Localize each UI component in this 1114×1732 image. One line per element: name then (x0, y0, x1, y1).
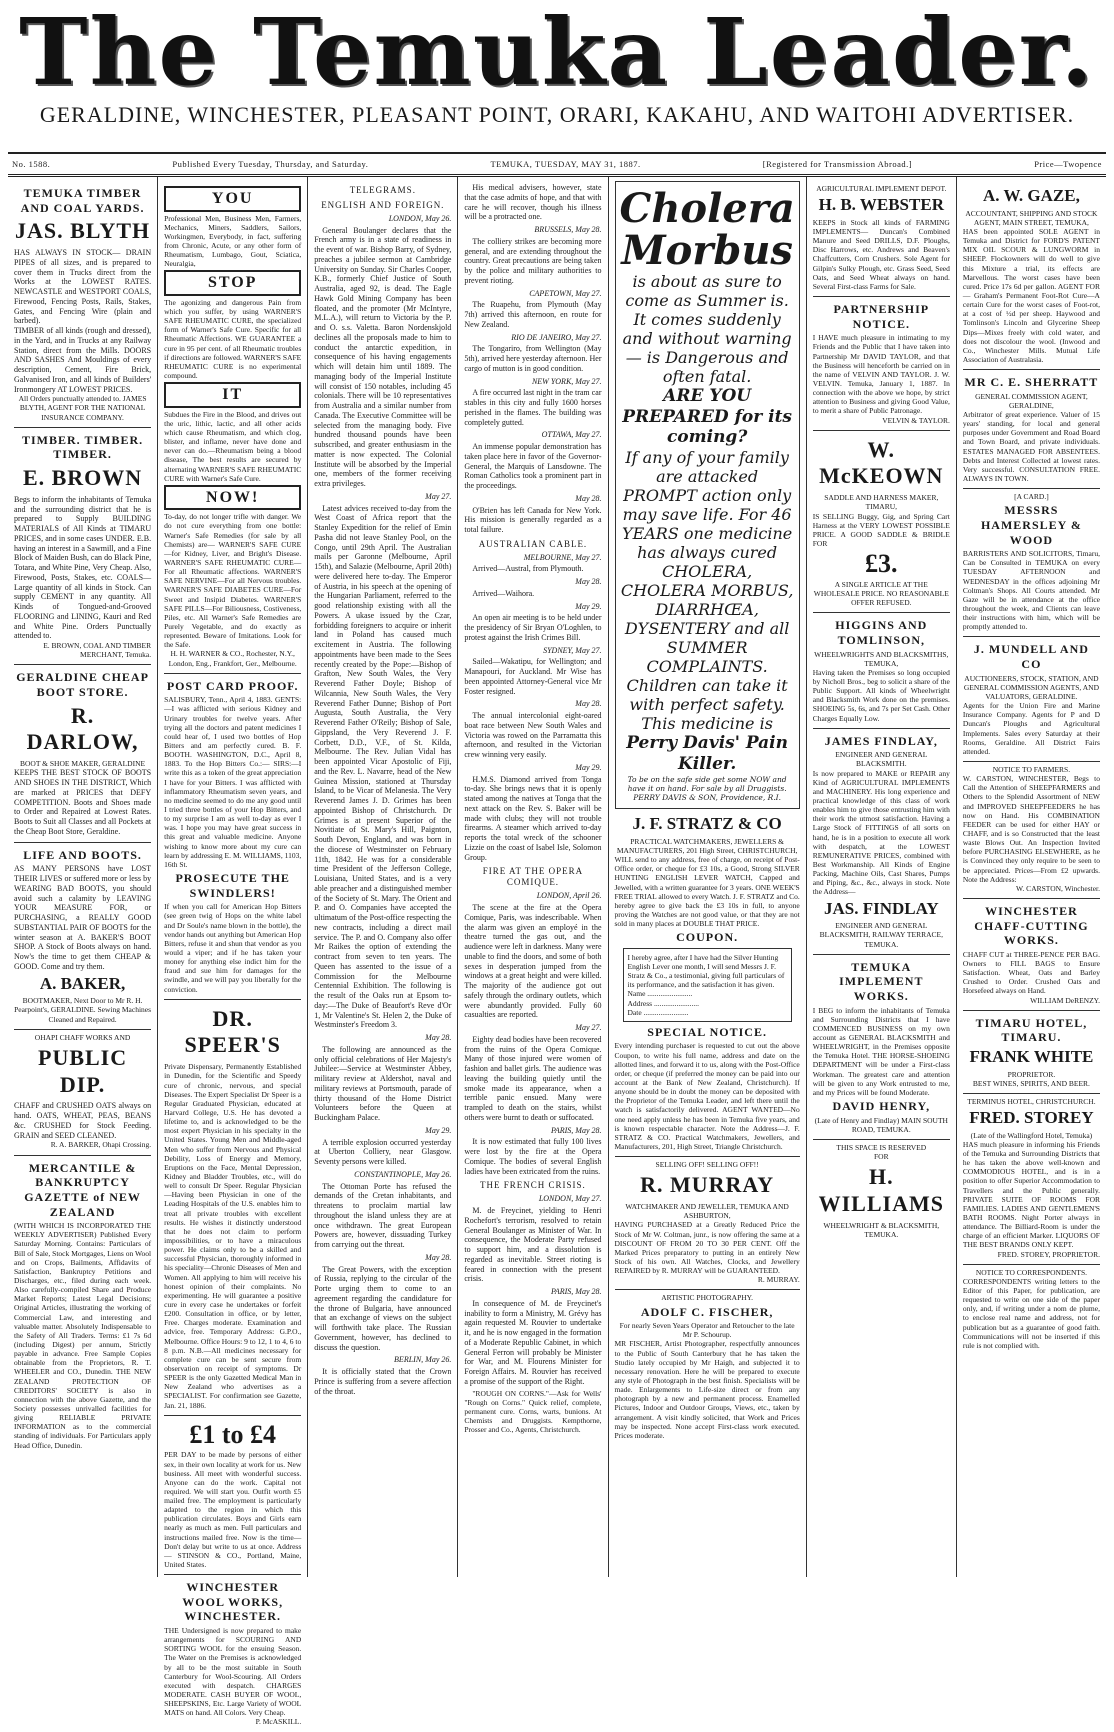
speer-body: Private Dispensary, Permanently Established in Dunedin, for the Scientific and Speedy cure of chronic, nervous, and special Diseases. The Expert Specialist Dr Speer is a Regular Graduated Physician, educated at Harvard College, U.S. He has devoted a lifetime to, and is acknowledged to be the most expert Physician in his specialty in the United States. Young Men and Middle-aged Men who suffer from Nervous and Physical Debility, Loss of Energy and Memory, Eruptions on the Face, Mental Depression, Kidney and Bladder Troubles, etc., will do well to consult Dr Speer. Regular Physician—Having been Physician in one of the Leading Hospitals of the U.S. enables him to treat all private troubles with excellent results. He wishes it distinctly understood that he does not claim to perform impossibilities, or to have a miraculous power. He claims only to be a skilled and successful Physician, thoroughly informed in his speciality—Chronic Diseases of Men and Women. All applying to him will receive his honest opinion of their complaints. No experimenting. He will guarantee a positive cure in every case he undertakes or forfeit £200. Consultation in office, or by letter, Free. Charges moderate. Examination and advice, free. Temporary Address: G.P.O., Melbourne. Office Hours: 9 to 12, 1 to 4, 6 to 8 p.m. N.B.—All medicines necessary for complete cure can be sent secure from observation on receipt of symptoms. Dr SPEER is the only Gazetted Medical Man in New Zealand who advertises as a SPECIALIST. For confirmation see Gazette, Jan. 21, 1886. (164, 1062, 302, 1410)
news-item: Sailed—Wakatipu, for Wellington; and Manapouri, for Auckland. Mr Wise has been appointed Attorney-General vice Mr Foster resigned. (464, 657, 602, 696)
column-3 (308, 177, 458, 1577)
column-4 (458, 177, 608, 1577)
prosecute-body: If when you call for American Hop Bitters (see green twig of Hops on the white label and Dr Soule's name blown in the bottle), the vendor hands out anything but American Hop Bitters, refuse it and shun that vendor as you would a viper; and if he has taken your money for anything else indict him for the fraud and sue him for damages for the swindle, and we will pay you liberally for the conviction. (164, 902, 302, 994)
issue-price: Price—Twopence (1034, 159, 1102, 169)
depot-tag: AGRICULTURAL IMPLEMENT DEPOT. (816, 184, 947, 193)
cholera-line-1: Cholera (619, 185, 795, 232)
mckeown-advert (813, 431, 950, 614)
news-dateline: NEW YORK, May 27. (531, 376, 602, 386)
storey-name: FRED. STOREY (969, 1108, 1094, 1128)
partnership-advert (813, 297, 950, 431)
news-dateline: May 29. (425, 1125, 452, 1135)
stop-body: The agonizing and dangerous Pain from which you suffer, by using WARNER'S SAFE RHEUMATIC CURE, the specialized form of Warner's Safe Cure. Specific for all Rheumatic Affections. WE GUARANTEE a cure in 95 per cent. of all Rheumatic troubles if directions are followed. WARNER'S SAFE RHEUMATIC CURE is no experimental compound. (164, 297, 302, 380)
gaze-name: A. W. GAZE, (983, 186, 1080, 205)
cholera-line-7: To be on the safe side get some NOW and have it on hand. For sale by all Druggists. PERRY DAVIS & SON, Providence, R.I. (627, 774, 787, 802)
gazette-body: (WITH WHICH IS INCORPORATED THE WEEKLY ADVERTISER) Published Every Saturday Morning. Contains: Particulars of Bill of Sale, Stock Mortgages, Liens on Wool and on Crops, Bailments, Affidavits of Satisfaction, Bankruptcy Petitions and Discharges, etc., filed during each week. Also carefully-compiled Share and Produce Market Reports; Latest Legal Decisions; Original Articles, illustrating the working of Commercial Law, and interesting and valuable matter. Absolutely Indispensable to the Safety of All Traders. Terms: £1 7s 6d (including Digest) per annum, Strictly payable in advance. Free Sample Copies obtainable from the Proprietors, R. T. WHEELER and CO., Dunedin. THE NEW ZEALAND PROTECTION OF CREDITORS' SOCIETY is also in connection with the above Gazette, and the Society possesses unrivalled facilities for giving RELIABLE PRIVATE INFORMATION as to the commercial standing of individuals. For Particulars apply Head Office, Dunedin. (14, 1221, 152, 1450)
news-item: The scene at the fire at the Opera Comique, Paris, was indescribable. When the alarm was given an employé in the theatre turned the gas out, and the audience were left in darkness. Many were unable to find the doors, and some of both sexes in desperation jumped from the windows at a great height and were killed. The majority of the audience got out safely through the ordinary outlets, which were abundantly provided. Fully 60 casualties are reported. (464, 903, 602, 1020)
murray-footer: R. MURRAY. (757, 1275, 800, 1285)
column-2 (158, 177, 308, 1727)
news-item: The annual intercolonial eight-oared boat race between New South Wales and Victoria was rowed on the Parramatta this afternoon, and resulted in the Victorian crew winning very easily. (464, 711, 602, 760)
timaru-hotel-advert (963, 1011, 1100, 1094)
blyth-footer: All Orders punctually attended to. JAMES BLYTH, AGENT FOR THE NATIONAL INSURANCE COMPANY. (18, 394, 147, 422)
it-body: Subdues the Fire in the Blood, and drives out the uric, lithic, lactic, and all other acids which cause Rheumatism, and which clog, blister, and inflame, never have done and never can do.—Rheumatism being a blood disease, The best results are secured by alternating WARNER'S SAFE RHEUMATIC CURE with Warner's Safe Cure. (164, 409, 302, 483)
news-dateline: BRUSSELS, May 28. (534, 225, 602, 234)
dip-footer: R. A. BARKER, Ohapi Crossing. (50, 1140, 152, 1150)
publication-schedule: Published Every Tuesday, Thursday, and Saturday. (172, 159, 369, 169)
blyth-heading: TEMUKA TIMBER AND COAL YARDS. (20, 186, 145, 215)
news-item: The colliery strikes are becoming more general, and are extending throughout the country. Great precautions are being taken by the police and military authorities to prevent rioting. (464, 236, 602, 285)
you-heading: YOU (164, 186, 301, 212)
news-item: A terrible explosion occurred yesterday at Uberton Colliery, near Glasgow. Seventy persons were killed. (314, 1137, 452, 1167)
storey-role: (Late of the Wallingford Hotel, Temuka) (970, 1130, 1093, 1140)
news-dateline: BERLIN, May 26. (394, 1355, 452, 1365)
murray-name: R. MURRAY (640, 1172, 775, 1198)
murray-body: HAVING PURCHASED at a Greatly Reduced Price the Stock of Mr W. Coltman, junr., is now offering the same at a DISCOUNT OF FROM 20 TO 30 PER CENT. Off the Marked Prices preparatory to putting in an entirely New Stock of his own. All Watches, Clocks, and Jewellery REPAIRED by R. MURRAY will be GUARANTEED. (614, 1220, 800, 1276)
carston-footer: W. CARSTON, Winchester. (1016, 883, 1100, 893)
now-heading: NOW! (164, 485, 301, 511)
crisis-heading: THE FRENCH CRISIS. (480, 1180, 586, 1191)
special-body: Every intending purchaser is requested to cut out the above Coupon, to write his full name, address and date on the allotted lines, and forward it to us, along with the Post-Office order, or cheque (if preferred the money can be paid into our account at the Bank of New Zealand, Christchurch). If anyone should be in doubt the money can be deposited with the Proprietor of the Temuka Leader, and left there until the watch is satisfactorily delivered. AGENT WANTED—No one need apply unless he has been in Temuka five years, and is known respectable character. Note the Address—J. F. STRATZ & CO. Practical Watchmakers, Jewellers, and Manufacturers, 201, High Street, Triangle Christchurch. (614, 1041, 800, 1152)
storey-footer: FRED. STOREY, PROPRIETOR. (997, 1249, 1100, 1259)
it-heading: IT (164, 382, 301, 408)
baker-body: AS MANY PERSONS have LOST THEIR LIVES or suffered more or less by WEARING BAD BOOTS, you should avoid such a calamity by LEAVING YOUR MEASURE FOR, or PURCHASING, a REALLY GOOD SUBSTANTIAL PAIR OF BOOTS for the winter season at A. BAKER'S BOOT SHOP. A Stock of Boots always on hand. Now's the time to get them CHEAP & GOOD. Come and try them. (14, 864, 152, 971)
darlow-body: KEEPS THE BEST STOCK OF BOOTS AND SHOES IN THE DISTRICT, Which are marked at PRICES that DEFY COMPETITION. Boots and Shoes made to Order and Repaired at Lowest Rates. Boots to Suit all Classes and all Pockets at the Cheap Boot Store, Geraldine. (14, 768, 152, 836)
findlay-footer: ENGINEER AND GENERAL BLACKSMITH, RAILWAY TERRACE, TEMUKA. (819, 921, 943, 949)
stinson-advert (164, 1416, 301, 1576)
carston-advert (963, 762, 1100, 899)
cholera-line-4: ARE YOU PREPARED for its coming? (622, 386, 792, 448)
temuka-heading: TEMUKA IMPLEMENT WORKS. (839, 959, 924, 1003)
chaff-footer: WILLIAM DeRENZY. (1030, 995, 1100, 1005)
chaff-advert (963, 899, 1100, 1011)
mundell-role: AUCTIONEERS, STOCK, STATION, AND GENERAL COMMISSION AGENTS, AND VALUATORS, GERALDINE. (963, 673, 1099, 701)
column-6 (807, 177, 957, 1577)
darlow-advert (14, 665, 151, 842)
cholera-line-6: Perry Davis' Pain Killer. (626, 733, 789, 774)
hop-bitters-advert (164, 674, 301, 1000)
column-5 (609, 177, 807, 1577)
news-dateline: May 28. (425, 1252, 452, 1262)
news-dateline: May 29. (575, 601, 602, 611)
baker-name: A. BAKER, (39, 973, 126, 993)
findlay-name: JAS. FINDLAY (823, 898, 939, 918)
columns (8, 177, 1106, 1727)
williams-name: H. WILLIAMS (818, 1164, 944, 1216)
sherratt-role: GENERAL COMMISSION AGENT, GERALDINE, (975, 391, 1088, 410)
coupon-address-line[interactable]: Address ........................ (627, 998, 699, 1008)
cable-heading: AUSTRALIAN CABLE. (478, 538, 588, 549)
findlay-advert (813, 729, 950, 955)
cholera-line-3: is about as sure to come as Summer is. It comes suddenly and without warning — is Dangerous and often fatal. (622, 272, 792, 386)
reserved-for: FOR (874, 1152, 889, 1162)
coupon-name-line[interactable]: Name ........................ (627, 989, 693, 999)
higgins-body: Having taken the Premises so long occupied by Nicholl Bros., beg to solicit a share of the Public Support. All kinds of Wheelwright and Blacksmith Work done on the premises. SHOEING 5s, 6s, and 7s per Set Cash. Other Charges Equally Low. (812, 667, 950, 723)
news-item: The Ruapehu, from Plymouth (May 7th) arrived this afternoon, en route for New Zealand. (464, 300, 602, 329)
wool-heading: WINCHESTER WOOL WORKS, WINCHESTER. (182, 1580, 284, 1624)
wool-works-advert (164, 1575, 301, 1731)
gaze-body: HAS been appointed SOLE AGENT in Temuka and District for FORD'S PATENT MIX OIL SCOUR & LUNGWORM in SHEEP. Flockowners will do well to give this Mixture a trial, its effects are Marvellous. The worst cases have been cured. Price 17s 6d per gallon. AGENT FOR— Graham's Permanent Foot-Rot Cure—A certain Cure for the worst cases of Foot-rot, at a cost of ½d per sheep. Haywood and Tomlinson's Lincoln and Glycerine Sheep Dips—Mixes freely with cold water, and does not discolour the wool. (Inwood and Co., Winchester Mills. Mutual Life Association of Australasia. (962, 227, 1100, 364)
news-item: It is officially stated that the Crown Prince is suffering from a severe affection of the throat. (314, 1367, 452, 1396)
findlay-role: ENGINEER AND GENERAL BLACKSMITH. (835, 750, 928, 769)
column-1 (8, 177, 158, 1577)
murray-role: WATCHMAKER AND JEWELLER, TEMUKA AND ASHBURTON, (625, 1202, 789, 1221)
stratz-role: PRACTICAL WATCHMAKERS, JEWELLERS & MANUFACTURERS, 201 High Street, CHRISTCHURCH, (616, 836, 798, 855)
telegrams-continued (464, 183, 601, 535)
williams-advert (813, 1140, 950, 1244)
news-item: The Great Powers, with the exception of Russia, replying to the circular of the Porte urging them to come to an agreement regarding the candidature for the throne of Bulgaria, have announced that an exchange of views on the subject will forthwith take place. The Russian Government, however, has declined to discuss the question. (314, 1264, 452, 1352)
news-item: General Boulanger declares that the French army is in a state of readiness in the event of war. Bishop Barry, of Sydney, preaches a jubilee sermon at Cambridge University on Sunday. Sir Charles Cooper, K.B., formerly Chief Justice of South Australia, aged 92, is dead. The Eagle Hawk Gold Mining Company has been floated, and the promoter (Mr McIntyre, M.L.A.), will return to Victoria by the P. and O. s.s. Valetta. Baron Nordenskjold declines all the proposals made to him to conduct the antarctic expedition, in consequence of his having engagements which will detain him until 1889. The managing body of the Imperial Institute will consist of 150 notables, including 45 colonials. There will be 10 representatives from Australia and a similar number from Canada. The Executive Committee will be selected from the managing body. Five hundred thousand pounds have been subscribed, and greater enthusiasm in the matter is now expected. The Colonial Institute will be absorbed by the Imperial one, members of the former receiving extra privileges. (314, 225, 452, 489)
hotel-heading: TIMARU HOTEL, TIMARU. (975, 1015, 1088, 1045)
fischer-advert (615, 1290, 800, 1445)
findlay-tag: JAMES FINDLAY, (824, 733, 938, 748)
coupon-heading: COUPON. (676, 930, 739, 945)
higgins-role: WHEELWRIGHTS AND BLACKSMITHS, TEMUKA, (814, 649, 949, 668)
news-item: In consequence of M. de Freycinet's inability to form a Ministry, M. Grévy has again requested M. Rouvier to undertake it, and he is now engaged in the formation of a Moderate Republic Cabinet, in which General Ferron will probably be Minister for War, and M. Flourens Minister for Foreign Affairs. M. Rouvier has received a promise of the support of the Right. (464, 1298, 602, 1386)
brown-tag: TIMBER. TIMBER. TIMBER. (21, 432, 144, 462)
dateline-bar (8, 152, 1106, 177)
partner-heading: PARTNERSHIP NOTICE. (833, 302, 930, 331)
fischer-tag: ARTISTIC PHOTOGRAPHY. (661, 1293, 754, 1303)
news-dateline: May 28. (575, 699, 602, 709)
stop-heading: STOP (164, 270, 301, 296)
fire-list (464, 891, 601, 1176)
warner-advert (164, 181, 301, 674)
masthead-subtitle: GERALDINE, WINCHESTER, PLEASANT POINT, ORARI, KAKAHU, AND WAITOHI ADVERTISER. (39, 102, 1075, 127)
mckeown-name: W. McKEOWN (819, 436, 944, 489)
darlow-name: R. DARLOW, (26, 702, 139, 755)
partner-body: I HAVE much pleasure in intimating to my Friends and the Public that I have taken into Partnership Mr DAVID TAYLOR, and that the Business will henceforth be carried on in the name of VELVIN AND TAYLOR. J. W. VELVIN. Temuka, January 1, 1887. In connection with the above we hope, by strict attention to Business and giving Good Value, to merit a share of Public Patronage. (812, 333, 950, 416)
news-item: An open air meeting is to be held under the presidency of Sir Bryan O'Loghlen, to protest against the Irish Crimes Bill. (464, 613, 602, 642)
notice-body: CORRESPONDENTS writing letters to the Editor of this Paper, for publication, are requested to write on one side of the paper only, and, if writing under a nom de plume, to enclose real name and address, not for publication but as a guarantee of good faith. Communications will not be inserted if this rule is not complied with. (962, 1276, 1100, 1350)
murray-tag: SELLING OFF! SELLING OFF!! (655, 1160, 759, 1170)
storey-tag: TERMINUS HOTEL, CHRISTCHURCH. (967, 1096, 1096, 1106)
news-item: It is now estimated that fully 100 lives were lost by the fire at the Opera Comique. The bodies of several English ladies have been extricated from the ruins. (464, 1137, 602, 1176)
reserved-heading: THIS SPACE IS RESERVED (836, 1142, 927, 1152)
webster-name: H. B. WEBSTER (818, 195, 944, 215)
registration-note: [Registered for Transmission Abroad.] (762, 159, 913, 169)
mckeown-body-2: A SINGLE ARTICLE AT THE WHOLESALE PRICE. NO REASONABLE OFFER REFUSED. (813, 579, 949, 608)
now-body: To-day, do not longer trifle with danger. We do not cure everything from one bottle: Warner's Safe Remedies (for sale by all Chemists) are— WARNER'S SAFE CURE—for Kidney, Liver, and Bright's Disease. WARNER'S SAFE RHEUMATIC CURE—For all Rheumatic affections. WARNER'S SAFE NERVINE—For all Nervous troubles. WARNER'S SAFE DIABETES CURE—For Sweet and Insipid Diabetes. WARNER'S SAFE PILLS—For Biliousness, Costiveness, Piles, etc. All Warner's Safe Remedies are Purely Vegetable, and do exactly as represented. Beware of Imitations. Look for the Safe. (164, 512, 302, 650)
news-dateline: May 27. (575, 1023, 602, 1033)
masthead-title: The Temuka Leader. (19, 0, 1095, 106)
mckeown-body: IS SELLING Buggy, Gig, and Spring Cart Harness at the VERY LOWEST POSSIBLE PRICE. A GOOD SADDLE & BRIDLE FOR (812, 511, 950, 549)
telegrams-subheading: ENGLISH AND FOREIGN. (321, 199, 445, 210)
baker-advert (14, 843, 151, 1030)
chaff-body: CHAFF CUT at THREE-PENCE PER BAG. Owners to FILL BAGS to Ensure Satisfaction. Wheat, Oats and Barley Crushed to Order. Crushed Oats and Horsefeed always on Hand. (962, 949, 1100, 996)
news-item: His medical advisers, however, state that the case admits of hope, and that with care he will recover, though his illness will be a protracted one. (464, 183, 602, 222)
news-item: Eighty dead bodies have been recovered from the ruins of the Opera Comique. Many of those injured were women of fashion and ballet girls. The audience was leaving the building quietly until the smoke made its appearance, when a terrible panic ensued. Many were trampled to death on the stairs, whilst others were burnt to death or suffocated. (464, 1034, 602, 1122)
news-item: Arrived—Austral, from Plymouth. (472, 564, 584, 574)
stratz-advert (615, 809, 800, 1157)
news-dateline: May 28. (575, 577, 602, 587)
column-7 (957, 177, 1106, 1577)
henry-name: DAVID HENRY, (832, 1098, 931, 1113)
special-heading: SPECIAL NOTICE. (647, 1024, 767, 1039)
news-dateline: MELBOURNE, May 27. (523, 552, 602, 562)
fischer-role: For nearly Seven Years Operator and Retoucher to the late Mr P. Schourup. (619, 1321, 795, 1340)
higgins-name: HIGGINS AND TOMLINSON, (835, 618, 928, 647)
corns-notice: "ROUGH ON CORNS."—Ask for Wells' "Rough on Corns." Quick relief, complete, permanent cure. Corns, warts, bunions. At Chemists and Druggists. Kempthorne, Prosser and Co., Agents, Christchurch. (464, 1388, 602, 1435)
cholera-line-2: Morbus (621, 227, 793, 274)
gaze-advert (963, 181, 1100, 370)
news-dateline: LONDON, April 26. (536, 891, 602, 901)
williams-role: WHEELWRIGHT & BLACKSMITH, TEMUKA. (823, 1220, 940, 1239)
wool-body: THE Undersigned is now prepared to make arrangements for SCOURING AND SORTING WOOL for the ensuing Season. The Water on the Premises is acknowledged by all to be the most suitable in South Canterbury for Wool-Scouring. All Orders executed with despatch. CHARGES MODERATE. CASH BUYER OF WOOL, SHEEPSKINS, Etc. Large Variety of WOOL MATS on hand. All Colors. Very Cheap. (164, 1626, 302, 1718)
webster-body: KEEPS in Stock all kinds of FARMING IMPLEMENTS— Duncan's Combined Manure and Seed DRILLS, D.F. Ploughs, Disc Harrows, etc. Andrews and Beaven's Chaffcutters, Corn Crushers. Sole Agent for Gilpin's Sulky Plough, etc. Grass Seed, Seed Oats, and Seed Wheat always on hand. Several First-class Farms for Sale. (812, 217, 950, 291)
hamersley-body: BARRISTERS AND SOLICITORS, Timaru, Can be Consulted in TEMUKA on every TUESDAY AFTERNOON and WEDNESDAY in the offices adjoining Mr Coltman's Shops. All Courts attended. Mr Gaze will be in attendance at the office throughout the week, and Clients can leave their instructions with him, which will be promptly attended to. (962, 549, 1100, 632)
mundell-name: J. MUNDELL AND CO (973, 642, 1089, 672)
hotel-role: PROPRIETOR. (1007, 1069, 1056, 1079)
carston-heading: NOTICE TO FARMERS. (992, 764, 1071, 774)
news-dateline: May 29. (575, 762, 602, 772)
baker-footer: BOOTMAKER, Next Door to Mr R. H. Pearpoint's, GERALDINE. Sewing Machines Cleaned and Repaired. (14, 996, 152, 1024)
dip-heading: PUBLIC DIP. (38, 1044, 128, 1097)
masthead (8, 0, 1106, 152)
gaze-role: ACCOUNTANT, SHIPPING AND STOCK AGENT, MAIN STREET, TEMUKA, (965, 208, 1098, 227)
coupon-body: I hereby agree, after I have had the Silver Hunting English Lever one month, I will send Messrs J. F. Stratz & Co., a testimonial, giving full particulars of its performance, and the satisfaction it has given. (627, 952, 785, 990)
news-dateline: OTTAWA, May 27. (541, 430, 602, 440)
stratz-body: WILL send to any address, free of charge, on receipt of Post-Office order, or cheque for £3 10s, a Good, Strong SILVER HUNTING ENGLISH LEVER WATCH, Capped and Jewelled, with a written guarantee for 3 years. ONE WEEK'S FREE TRIAL allowed to every Watch. J. F. STRATZ and Co. hereby agree to give back the £3 10s in full, to anyone proving the Watches are not good value, or that they are not sold in many places at DOUBLE THAT PRICE. (614, 855, 800, 929)
findlay-body: Is now prepared to MAKE or REPAIR any Kind of AGRICULTURAL IMPLEMENTS and MACHINERY. His long experience and practical knowledge of this class of work enables him to give those entrusting him with their work the utmost satisfaction. Having a Large Stock of FITTINGS of all sorts on hand, he is in a position to execute all work with despatch, at the LOWEST REMUNERATIVE PRICES, combined with Best Workmanship. All Kinds of Engine Packing, Machine Oils, Cast Shares, Pumps and Piping, &c., &c., always in stock. Note the Address— (812, 768, 950, 897)
mundell-advert (963, 637, 1100, 762)
mckeown-price: £3. (865, 549, 898, 579)
dip-tag: OHAPI CHAFF WORKS AND (34, 1032, 131, 1042)
storey-advert (963, 1094, 1100, 1265)
baker-heading: LIFE AND BOOTS. (23, 847, 142, 862)
henry-role: (Late of Henry and Findlay) MAIN SOUTH ROAD, TEMUKA. (814, 1115, 948, 1134)
money-heading: £1 to £4 (189, 1419, 277, 1449)
crisis-list (464, 1194, 601, 1386)
darlow-role: BOOT & SHOE MAKER, GERALDINE (20, 759, 146, 769)
temuka-body: I BEG to inform the inhabitants of Temuka and Surrounding Districts that I have COMMENCED BUSINESS on my own account as GENERAL BLACKSMITH and WHEELWRIGHT, in the Premises opposite the Temuka Hotel. THE HORSE-SHOEING DEPARTMENT will be under a First-class Workman. The greatest care and attention will be given to any Work entrusted to me, and my Prices will be found Moderate. (812, 1005, 950, 1097)
sherratt-name: MR C. E. SHERRATT (964, 375, 1099, 390)
hamersley-name: MESSRS HAMERSLEY & WOOD (980, 503, 1082, 547)
issue-number: No. 1588. (12, 159, 51, 169)
notice-heading: NOTICE TO CORRESPONDENTS. (975, 1267, 1088, 1277)
gazette-advert (14, 1156, 151, 1455)
news-dateline: LONDON, May 26. (388, 213, 452, 223)
coupon-date-line[interactable]: Date ........................ (627, 1007, 689, 1017)
postcard-body: SALISBURY, Tenn., April 4, 1883. GENTS:—I was afflicted with serious Kidney and Urinary troubles for twelve years. After trying all the doctors and patent medicines I could hear of, I used two bottles of Hop Bitters and am perfectly cured. B. F. BOOTH. WASHINGTON, D.C., April 8, 1883. To the Hop Bitters Co.:— SIRS:—I write this as a token of the great appreciation I have for your Bitters. I was afflicted with inflammatory Rheumatism seven years, and no medicine seemed to do me any good until I tried three bottles of your Hop Bitters, and to my surprise I am as well to-day as ever I was. I hope you may have great success in this great and valuable medicine. Anyone wishing to know more about my cure can learn by addressing E. M. WILLIAMS, 1103, 16th St. (164, 695, 302, 869)
news-dateline: RIO DE JANEIRO, May 27. (511, 332, 602, 342)
coupon-box (623, 948, 792, 1022)
brown-footer: E. BROWN, COAL AND TIMBER MERCHANT, Temuka. (43, 641, 152, 660)
news-dateline: CONSTANTINOPLE, May 26. (354, 1169, 452, 1179)
public-dip-advert (14, 1030, 151, 1156)
telegrams-list (314, 214, 451, 1397)
wool-footer: P. McASKILL. (255, 1717, 302, 1727)
news-dateline: PARIS, May 28. (550, 1125, 602, 1135)
gazette-heading: MERCANTILE & BANKRUPTCY GAZETTE of NEW ZEALAND (24, 1160, 141, 1219)
mundell-body: Agents for the Union Fire and Marine Insurance Company. Agents for P and D Duncan's Ploughs and Agricultural Implements. Sales every Saturday at their Rooms, Geraldine. All District Fairs attended. (962, 701, 1100, 756)
cable-list (464, 553, 601, 863)
brown-advert (14, 428, 151, 666)
issue-date: TEMUKA, TUESDAY, MAY 31, 1887. (490, 159, 641, 169)
brown-name: E. BROWN (22, 465, 143, 490)
speer-advert (164, 1000, 301, 1416)
storey-body: HAS much pleasure in informing his Friends of the Temuka and Surrounding Districts that he has taken the above well-known and COMMODIOUS HOTEL, and is in a position to offer Superior Accommodation to Travellers and the Public generally. PRIVATE SUITE OF ROOMS FOR FAMILIES. LADIES AND GENTLEMEN'S BATH ROOMS. Night Porter always in attendance. The Billiard-Room is under the charge of an efficient Marker. LIQUORS OF THE BEST BRANDS ONLY KEPT. (962, 1139, 1100, 1250)
hamersley-tag: [A CARD.] (1014, 492, 1049, 502)
telegrams-heading: TELEGRAMS. (349, 185, 416, 195)
temuka-works-advert (813, 955, 950, 1140)
news-item: The Tongariro, from Wellington (May 5th), arrived here yesterday afternoon. Her cargo of mutton is in good condition. (464, 344, 602, 373)
higgins-advert (813, 613, 950, 728)
fischer-name: ADOLF C. FISCHER, (640, 1304, 774, 1319)
news-dateline: May 28. (575, 493, 602, 503)
news-item: The Ottoman Porte has refused the demands of the Cretan inhabitants, and threatens to proclaim martial law throughout the island unless they are at once withdrawn. The great European Powers are, however, dissuading Turkey from carrying out the threat. (314, 1181, 452, 1250)
mckeown-role: SADDLE AND HARNESS MAKER, TIMARU, (824, 493, 939, 512)
speer-heading: DR. SPEER'S (184, 1005, 281, 1058)
carston-body: W. CARSTON, WINCHESTER, Begs to Call the Attention of SHEEPFARMERS and Others to the Splendid Assortment of NEW and IMPROVED SHEEPFEEDERS he has now on Hand. His COMBINATION FEEDER can be used for either HAY or CHAFF, and is so Constructed that the least waste Blows Out. An Inspection Invited before PURCHASING ELSEWHERE, as he is Convinced they only require to be seen to be appreciated. Prices—From £2 upwards. Note the Address: (962, 774, 1100, 884)
webster-advert (813, 181, 950, 297)
news-item: H.M.S. Diamond arrived from Tonga to-day. She brings news that it is openly stated among the natives at Tonga that the next attack on the Rev. S. Baker will be made with clubs; they will not trouble firearms. A steamer which arrived to-day reports the total wreck of the schooner Lizzie on the coast of Isabel Isle, Solomon Group. (464, 774, 602, 862)
fischer-body: MR FISCHER, Artist Photographer, respectfully announces to the Public of South Canterbury that he has taken the Studio lately occupied by Mr Haigh, and subjected it to necessary renovation. Here he will be prepared to execute any style of Photograph in the best finish. Specialists will be made. Enlargements to Life-size direct or from any photograph by a new and permanent process. Enamelled Pictures, Indoor and Outdoor Groups, Views, etc., taken by arrangement. A visit kindly solicited, that Work and Prices may be inspected. None accept First-class work executed. Prices moderate. (614, 1339, 800, 1440)
stratz-name: J. F. STRATZ & CO (632, 814, 782, 834)
blyth-name: JAS. BLYTH (15, 218, 151, 244)
you-body: Professional Men, Business Men, Farmers, Mechanics, Miners, Saddlers, Sailors, Workingmen, Everybody, in fact, suffering from Chronic, Acute, or any other form of Rheumatism, Lumbago, Gout, Sciatica, Neuralgia, (164, 213, 302, 269)
murray-advert (615, 1157, 800, 1290)
blyth-body: HAS ALWAYS IN STOCK— DRAIN PIPES of all sizes, and is prepared to cover them in Trucks direct from the Works at the LOWEST RATES. NEWCASTLE and WESTPORT COALS, Firewood, Fencing Posts, Rails, Stakes, Gates, and Fencing Wire (plain and barbed). (14, 248, 152, 326)
news-item: An immense popular demonstration has taken place here in favor of the Governor-General, the Marquis of Lansdowne. The Roman Catholics took a prominent part in the proceedings. (464, 442, 602, 490)
cholera-line-5: If any of your family are attacked PROMPT action only may save life. For 46 YEARS one medicine has always cured CHOLERA, CHOLERA MORBUS, DIARRHŒA, DYSENTERY and all SUMMER COMPLAINTS. Children can take it with perfect safety. This medicine is (620, 448, 794, 734)
hotel-body: BEST WINES, SPIRITS, AND BEER. (972, 1078, 1090, 1088)
news-dateline: May 27. (425, 491, 452, 501)
correspondents-notice (963, 1265, 1100, 1355)
blyth-advert (14, 181, 151, 428)
prosecute-heading: PROSECUTE THE SWINDLERS! (175, 870, 290, 900)
news-dateline: PARIS, May 28. (550, 1287, 602, 1297)
news-dateline: May 28. (425, 1033, 452, 1043)
news-dateline: CAPETOWN, May 27. (529, 288, 602, 298)
hotel-name: FRANK WHITE (969, 1046, 1094, 1066)
dip-body: CHAFF and CRUSHED OATS always on hand. OATS, WHEAT, PEAS, BEANS &c. CRUSHED for Stock Feeding. GRAIN and SEED CLEANED. (14, 1101, 152, 1140)
money-body: PER DAY to be made by persons of either sex, in their own locality at work for us. New business. All meet with wonderful success. Anyone can do the work. Capital not required. We will start you. Outfit worth £5 mailed free. The employment is particularly adapted to the region in which this publication circulates. Boys and Girls earn nearly as much as men. Full particulars and instructions mailed free. Now is the time—Don't delay but write to us at once. Address— STINSON & CO., Portland, Maine, United States. (164, 1450, 302, 1570)
fire-heading: FIRE AT THE OPERA COMIQUE. (482, 866, 584, 888)
sherratt-body: Arbitrator of great experience. Valuer of 15 years' standing, for local and general purposes under Government and Road Board and Town Board, and private individuals. ESTATES MANAGED FOR ABSENTEES. Debts and Interest Collected at lowest rates. Very successful. CONSULTATION FREE. ALWAYS IN TOWN. (962, 410, 1100, 484)
news-dateline: SYDNEY, May 27. (543, 645, 602, 655)
brown-body: Begs to inform the inhabitants of Temuka and the surrounding district that he is prepared to Supply BUILDING MATERIALS of All Kinds at TIMARU PRICES, and in some cases UNDER. E.B. having an interest in a Sawmill, and a Fine Block of Maiden Bush, can do Black Pine, Totara, and White Pine, Very Cheap. Also, Firewood, Posts, Stakes, etc. COALS—Large quantity of all kinds in Stock. Can supply CEMENT in any quantity. All Kinds of Tongued-and-Grooved FLOORING and LINING, Kauri and Red and White Pine. Orders Punctually attended to. (14, 494, 152, 641)
partner-footer: VELVIN & TAYLOR. (882, 415, 950, 425)
news-item: Latest advices received to-day from the West Coast of Africa report that the Stanley Expedition for the relief of Emin Pasha did not leave Stanley Pool, on the Congo, until 29th April. The Australian mails per Garonne (Melbourne, April 15th), and Salazie (Melbourne, April 20th) were delivered here to-day. The Emperor of Austria, in his speech at the opening of the Hungarian Parliament, referred to the good relationship existing with all the Powers. A ukase issued by the Czar, forbidding foreigners to acquire or inherit land in Poland has caused much excitement in Austria. The following appointments have been made to the Sees recently created by the Pope:—Bishop of Grafton, New South Wales, the Very Reverend Father Doyle; Bishop of Wilcannia, New South Wales, the Very Reverend Father Dunne; Bishop of Port Augusta, South Australia, the Very Reverend Father O'Reily; Bishop of Sale, Gippsland, the Very Reverend J. F. Corbett, D.D., V.F., of St. Kilda, Melbourne. The Rev. Julian Vidal has been appointed Vicar Apostolic of Fiji, and the Rev. L. Navarre, head of the New Guinea Mission, stationed at Thursday Island, to be Vicar of Melanesia. The Very Reverend James J. D. Grimes has been appointed Bishop of Christchurch. Dr Grimes is at present Superior of the Novitiate of St. Mary's Hill, Paignton, South Devon, England, and was born in the diocese of Westminster on February 11th, 1842. He was for a considerable time President of the Jefferson College, Louisiana, United States, and is a very able preacher and a distinguished member of the Society of St. Mary. The Orient and P. and O. Companies have accepted the ultimatum of the Post-office respecting the new contracts, including a direct mail service. The P. and O. Company also offer Mr Raikes the option of extending the contract from seven to ten years. The Queen has assented to the issue of a Commission for the Melbourne Centennial Exhibition. The following is the result of the Oaks run at Epsom to-day:—The Duke of Beaufort's Reve d'Or 1, Mr Valentine's St. Helen 2, the Duke of Westminster's Freedom 3. (314, 503, 452, 1030)
blyth-timber: TIMBER of all kinds (rough and dressed), in the Yard, and in Trucks at any Railway Station, direct from the Mills. DOORS AND SASHES And Mouldings of every description, Cement, Fire Brick, Galvanised Iron, and all kinds of Builders' Ironmongery AT LOWEST PRICES. (14, 326, 152, 394)
postcard-heading: POST CARD PROOF. (166, 678, 299, 693)
chaff-heading: WINCHESTER CHAFF-CUTTING WORKS. (974, 903, 1089, 948)
hamersley-advert (963, 489, 1100, 637)
news-item: The following are announced as the only official celebrations of Her Majesty's Jubilee:—Service at Westminster Abbey, military review at Aldershot, naval and military reviews at Portsmouth, parade of thirty thousand of the Home District Volunteers before the Queen at Buckingham Palace. (314, 1044, 452, 1123)
news-item: Arrived—Waihora. (472, 588, 535, 598)
sherratt-advert (963, 370, 1100, 489)
news-item: M. de Freycinet, yielding to Henri Rochefort's terrorism, resolved to retain General Boulanger as Minister of War. In consequence, the Moderate Party refused to support him, and a dissolution is regarded as inevitable. Street rioting is feared in connection with the present crisis. (464, 1206, 602, 1284)
news-item: O'Brien has left Canada for New York. His mission is generally regarded as a total failure. (464, 505, 602, 534)
darlow-tag: GERALDINE CHEAP BOOT STORE. (16, 670, 149, 699)
painkiller-advert (615, 181, 800, 809)
now-footer: H. H. WARNER & CO., Rochester, N.Y., London, Eng., Frankfort, Ger., Melbourne. (168, 649, 297, 668)
news-dateline: LONDON, May 27. (538, 1194, 602, 1204)
news-item: A fire occurred last night in the tram car stables in this city and fully 1600 horses perished in the flames. The building was completely gutted. (464, 388, 602, 427)
